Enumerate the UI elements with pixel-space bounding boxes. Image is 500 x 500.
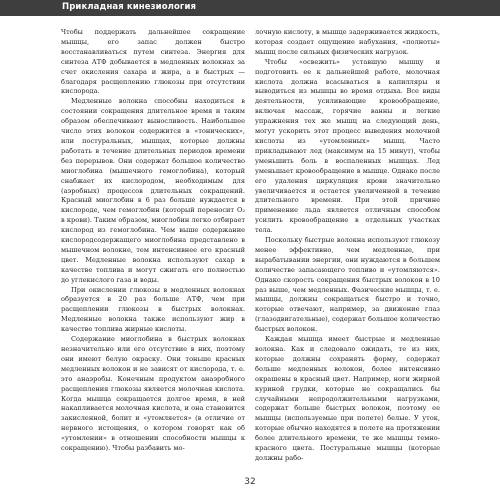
paragraph: Содержание миоглобина в быстрых волокнах незначительно или его отсутствие в них, поэтому они имеют белую окраску. Они тоньше красных медленных волокон и не зависят от кислорода, т. е. это анаэробы. Конечным продуктом анаэробного расщепления глюкозы является молочная кислота. Когда мышца сокращается долгое время, в ней накапливается молочная кислота, и она становится закисленной, болит и «утомляется» (в отличие от нервного истощения, о котором говорят как об «утомлении» в отношении способности мышцы к сокращению). Чтобы разбавить мо- (61, 335, 245, 453)
left-column (61, 28, 245, 454)
paragraph: Чтобы поддержать дальнейшее сокращение мышцы, его запас должен быстро восстанавливаться путем синтеза. Энергия для синтеза АТФ добывается в медленных волокнах за счет окисления сахара и жира, а в быстрых — благодаря расщеплению глюкозы при отсутствии кислорода. (61, 28, 245, 96)
right-column (255, 28, 440, 464)
paragraph: При окислении глюкозы в медленных волокнах образуется в 20 раз больше АТФ, чем при расщеплении глюкозы в быстрых волокнах. Медленные волокна также используют жир в качестве топлива жирные кислоты. (61, 285, 245, 334)
paragraph: Чтобы «освежить» уставшую мышцу и подготовить ее к дальнейшей работе, молочная кислота должна всасываться в капилляры и выводиться из мышцы во время отдыха. Все виды деятельности, усиливающие кровообращение, включая массаж, горячие ванны и легкие упражнения тех же мышц на следующий день, могут ускорить этот процесс выведения молочной кислоты из «утомленных» мышц. Часто прикладывают лед (максимум на 15 минут), чтобы уменьшить боль в воспаленных мышцах. Лед уменьшает кровообращение в мышце. Однако после его удаления циркуляция крови значительно увеличивается и остается увеличенной в течение длительного времени. При этой причине применение льда является отличным способом усилить кровообращение в отдельных участках тела. (255, 57, 440, 235)
paragraph: Поскольку быстрые волокна используют глюкозу менее эффективно, чем медленные, при вырабатывании энергии, они нуждаются в большем количестве запасающего топливо и «утомляются». Однако скорость сокращения быстрых волокон в 10 раз выше, чем медленных. Фазические мышцы, т. е. мышцы, должны сокращаться быстро и точно, которые отвечают, например, за движение глаз (глазодвигательные), содержат большое количество быстрых волокон. (255, 236, 440, 334)
page-number: 32 (244, 477, 256, 487)
book-title: Прикладная кинезиология (62, 2, 197, 12)
paragraph: Каждая мышца имеет быстрые и медленные волокна. Как и следовало ожидать, те из них, которые должны сохранять форму, содержат больше медленных волокон, более интенсивно окрашены в красный цвет. Например, ноги жирной куриной грудки, которые не сокращались бы случайными непродолжительными нагрузками, содержат больше быстрых волокон, поэтому ее мышцы (используемые при полете) белые. У уток, которые обычно находятся в полете на протяжении более длительного времени, те же мышцы темно-красного цвета. Постуральные мышцы (которые должны рабо- (255, 335, 440, 462)
paragraph: лочную кислоту, в мышце задерживается жидкость, которая создает ощущение набухания, «полноты» мышц после сильных физических нагрузок. (255, 28, 440, 56)
paragraph: Медленные волокна способны находиться в состоянии сокращения длительное время и таким образом обеспечивают выносливость. Наибольшее число этих волокон содержится в «тонических», или постуральных, мышцах, которые должны работать в течение длительных периодов времени без перерывов. Они содержат большое количество миоглобина (мышечного гемоглобина), который снабжает их кислородом, необходимым для (аэробных) процессов длительных сокращений. Красный миоглобин в 6 раз больше нуждается в кислороде, чем гемоглобин (который переносит O₂ в крови). Таким образом, миоглобин легко отбирает кислород из гемоглобина. Чем выше содержание кислородсодержащего миоглобина представлено в мышечном волокне, тем интенсивнее его красный цвет. Медленные волокна используют сахар в качестве топлива и могут сжигать его полностью до углекислого газа и воды. (61, 97, 245, 284)
running-header (0, 0, 500, 16)
